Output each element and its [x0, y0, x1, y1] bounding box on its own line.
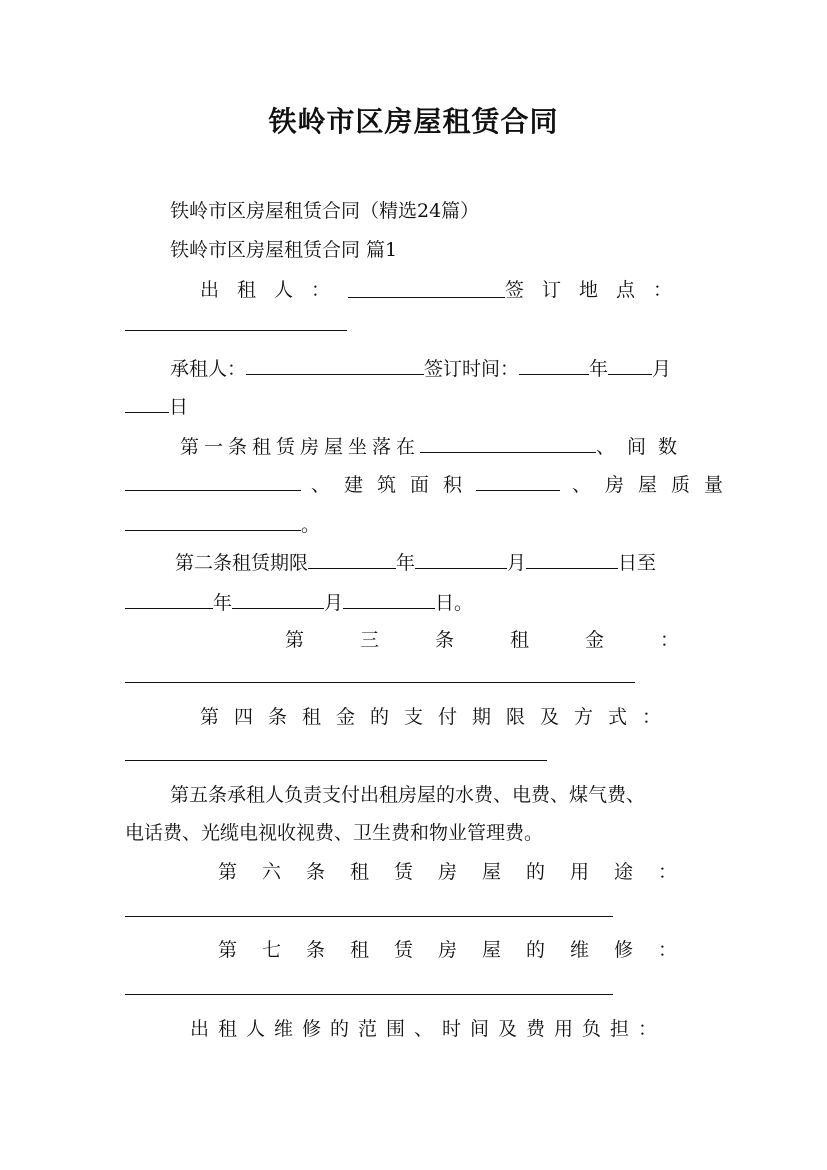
sign-place-line [125, 308, 347, 340]
sign-day-line [125, 390, 188, 422]
article-7-subclause: 出租人维修的范围、时间及费用负担： [190, 1018, 667, 1040]
lessor-line [200, 275, 690, 305]
article-2-line-2 [125, 586, 473, 618]
article-2-label: 第二条租赁期限 [175, 552, 309, 574]
rent-blank[interactable] [125, 660, 635, 683]
start-year-label: 年 [396, 552, 416, 574]
repair-blank[interactable] [125, 972, 613, 995]
article-6-label: 第六条租赁房屋的用途： [218, 861, 703, 883]
rent-line [125, 660, 635, 692]
article-1-label: 第一条租赁房屋坐落在 [180, 436, 421, 458]
end-day-label: 日。 [435, 592, 474, 614]
sign-month-blank[interactable] [608, 352, 652, 375]
start-year-blank[interactable] [308, 546, 396, 569]
start-month-label: 月 [507, 552, 527, 574]
payment-blank[interactable] [125, 738, 547, 761]
article-2-line-1 [175, 546, 656, 578]
end-year-blank[interactable] [125, 586, 213, 609]
end-day-blank[interactable] [343, 586, 435, 609]
year-label: 年 [589, 358, 609, 380]
quality-blank[interactable] [125, 508, 301, 531]
section-heading: 铁岭市区房屋租赁合同 篇1 [170, 239, 398, 261]
end-year-label: 年 [213, 592, 233, 614]
document-title: 铁岭市区房屋租赁合同 [268, 105, 559, 138]
area-label: 、建筑面积 [311, 474, 477, 496]
sign-place-label: 签订地点： [504, 279, 690, 301]
month-label: 月 [652, 358, 672, 380]
sign-day-blank[interactable] [125, 390, 169, 413]
lessee-blank[interactable] [246, 352, 424, 375]
rooms-blank[interactable] [125, 468, 301, 491]
article-1-line-2 [125, 468, 737, 500]
article-5-line-1: 第五条承租人负责支付出租房屋的水费、电费、煤气费、 [170, 784, 646, 806]
sign-time-label: 签订时间： [424, 358, 520, 380]
lessee-label: 承租人： [170, 358, 247, 380]
start-day-to-label: 日至 [618, 552, 657, 574]
day-label: 日 [169, 396, 189, 418]
end-month-blank[interactable] [232, 586, 324, 609]
sign-year-blank[interactable] [519, 352, 589, 375]
lessor-blank[interactable] [348, 275, 505, 298]
article-1-line-3 [125, 508, 320, 540]
start-month-blank[interactable] [415, 546, 507, 569]
usage-line [125, 894, 613, 926]
end-month-label: 月 [324, 592, 344, 614]
payment-line [125, 738, 547, 770]
area-blank[interactable] [476, 468, 560, 491]
lessee-line [170, 352, 671, 384]
article-5-line-2: 电话费、光缆电视收视费、卫生费和物业管理费。 [125, 822, 544, 844]
repair-line [125, 972, 613, 1004]
lessor-label: 出租人： [200, 279, 349, 301]
location-blank[interactable] [420, 430, 596, 453]
subtitle: 铁岭市区房屋租赁合同（精选24篇） [170, 200, 480, 222]
article-7-label: 第七条租赁房屋的维修： [218, 939, 703, 961]
usage-blank[interactable] [125, 894, 613, 917]
article-1-line-1 [180, 430, 689, 462]
start-day-blank[interactable] [526, 546, 618, 569]
rooms-label: 、间数 [596, 436, 690, 458]
article-3-label: 第三条租金： [285, 629, 736, 651]
sign-place-blank[interactable] [125, 308, 347, 331]
article-4-label: 第四条租金的支付期限及方式： [200, 706, 677, 728]
period-mark: 。 [301, 514, 321, 536]
quality-label: 、房屋质量 [572, 474, 738, 496]
